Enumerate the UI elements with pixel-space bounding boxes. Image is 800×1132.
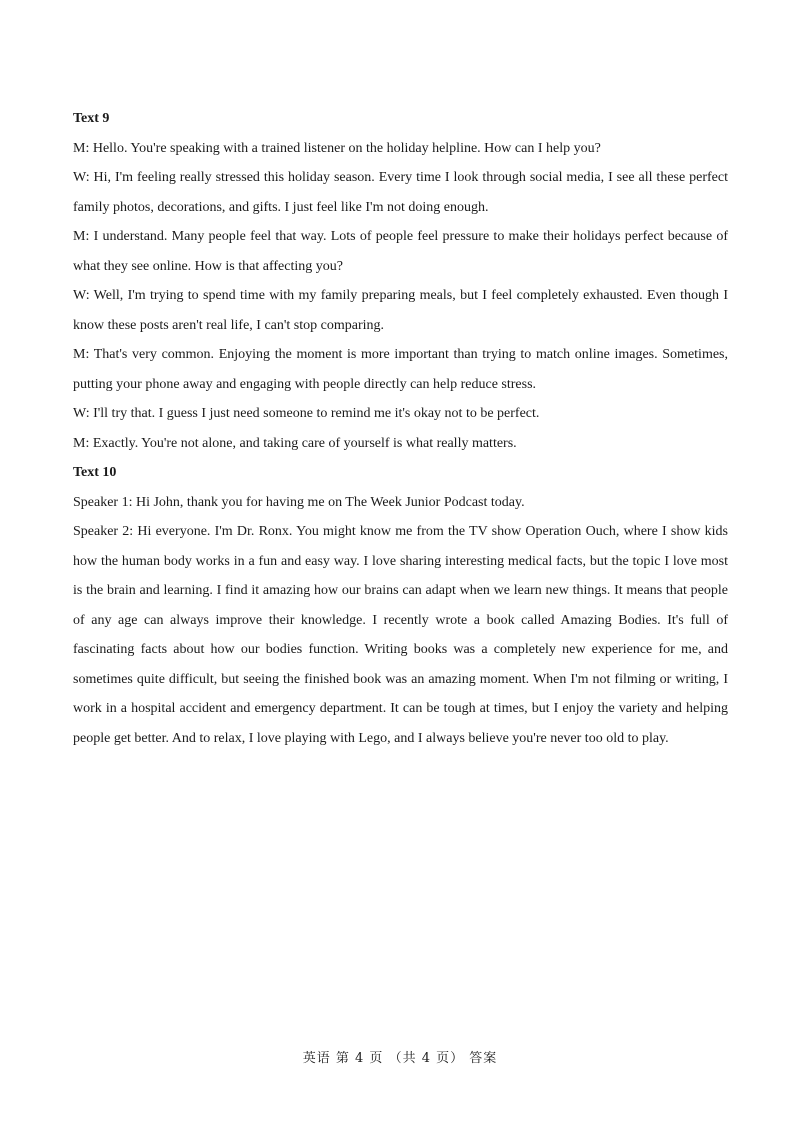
text-9-line-7: M: Exactly. You're not alone, and taking care of yourself is what really matters.: [73, 435, 517, 451]
text-9-line-6: W: I'll try that. I guess I just need someone to remind me it's okay not to be perfect.: [73, 406, 540, 421]
text-10-line-1: Speaker 1: Hi John, thank you for having me on The Week Junior Podcast today.: [73, 494, 525, 510]
page-footer: 英语 第 4 页 （共 4 页） 答案: [302, 1051, 498, 1066]
text-9-line-4: W: Well, I'm trying to spend time with my family preparing meals, but I feel completely exhausted. Even though I know these posts aren't real life, I can't stop comparing.: [73, 288, 728, 333]
text-9-line-3: M: I understand. Many people feel that way. Lots of people feel pressure to make their holidays perfect because of what they see online. How is that affecting you?: [73, 229, 728, 274]
text-9-line-1: M: Hello. You're speaking with a trained listener on the holiday helpline. How can I help you?: [73, 140, 601, 156]
text-9-heading: Text 9: [73, 111, 110, 126]
text-10-heading: Text 10: [73, 465, 117, 480]
text-9-line-5: M: That's very common. Enjoying the moment is more important than trying to match online images. Sometimes, putting your phone away and engaging with people directly can help reduce stress.: [73, 347, 728, 392]
text-10-line-2: Speaker 2: Hi everyone. I'm Dr. Ronx. You might know me from the TV show Operation Ouch, where I show kids how the human body works in a fun and easy way. I love sharing interesting medical facts, but the topic I love most is the brain and learning. I find it amazing how our brains can adapt when we learn new things. It means that people of any age can always improve their knowledge. I recently wrote a book called Amazing Bodies. It's full of fascinating facts about how our bodies function. Writing books was a completely new experience for me, and sometimes quite difficult, but seeing the finished book was an amazing moment. When I'm not filming or writing, I work in a hospital accident and emergency department. It can be tough at times, but I enjoy the variety and helping people get better. And to relax, I love playing with Lego, and I always believe you're never too old to play.: [73, 524, 728, 746]
page-content: [73, 104, 728, 753]
text-9-line-2: W: Hi, I'm feeling really stressed this holiday season. Every time I look through social media, I see all these perfect family photos, decorations, and gifts. I just feel like I'm not doing enough.: [73, 170, 728, 215]
